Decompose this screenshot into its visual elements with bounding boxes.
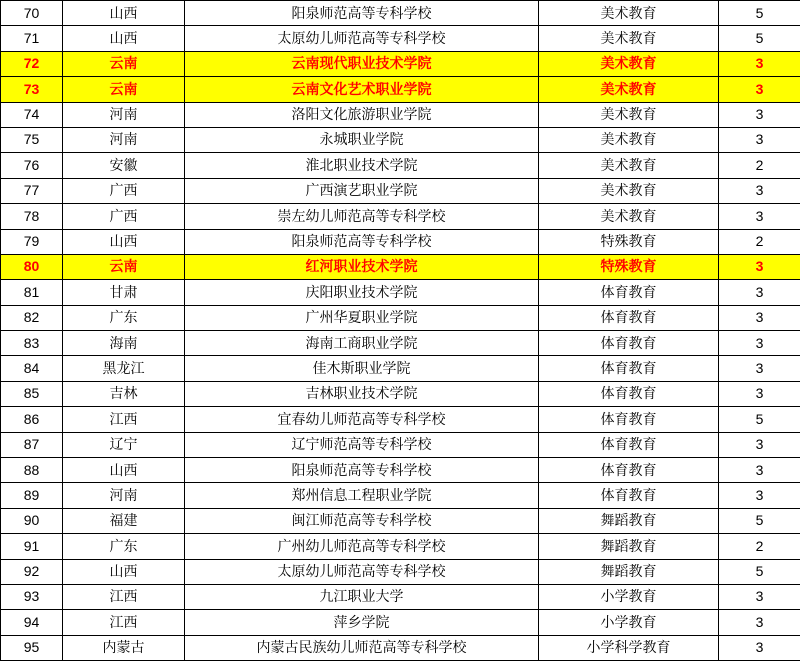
table-row[interactable]	[1, 204, 800, 229]
cell-count[interactable]: 3	[719, 77, 800, 102]
cell-major[interactable]: 美术教育	[539, 178, 719, 203]
cell-count[interactable]: 3	[719, 305, 800, 330]
cell-school[interactable]: 内蒙古民族幼儿师范高等专科学校	[185, 635, 539, 660]
cell-school[interactable]: 九江职业大学	[185, 584, 539, 609]
cell-count[interactable]: 3	[719, 381, 800, 406]
table-row[interactable]	[1, 229, 800, 254]
cell-province[interactable]: 广西	[63, 178, 185, 203]
cell-no[interactable]: 86	[1, 407, 63, 432]
cell-no[interactable]: 90	[1, 508, 63, 533]
cell-no[interactable]: 75	[1, 127, 63, 152]
cell-major[interactable]: 美术教育	[539, 51, 719, 76]
cell-school[interactable]: 佳木斯职业学院	[185, 356, 539, 381]
cell-no[interactable]: 73	[1, 77, 63, 102]
cell-count[interactable]: 3	[719, 458, 800, 483]
cell-no[interactable]: 82	[1, 305, 63, 330]
cell-no[interactable]: 87	[1, 432, 63, 457]
cell-major[interactable]: 美术教育	[539, 127, 719, 152]
cell-province[interactable]: 河南	[63, 483, 185, 508]
cell-no[interactable]: 92	[1, 559, 63, 584]
cell-school[interactable]: 红河职业技术学院	[185, 254, 539, 279]
cell-school[interactable]: 宜春幼儿师范高等专科学校	[185, 407, 539, 432]
cell-province[interactable]: 江西	[63, 610, 185, 635]
table-row[interactable]	[1, 407, 800, 432]
table-body	[1, 1, 800, 661]
cell-no[interactable]: 94	[1, 610, 63, 635]
cell-school[interactable]: 广西演艺职业学院	[185, 178, 539, 203]
cell-province[interactable]: 福建	[63, 508, 185, 533]
cell-major[interactable]: 特殊教育	[539, 254, 719, 279]
cell-no[interactable]: 93	[1, 584, 63, 609]
cell-major[interactable]: 体育教育	[539, 356, 719, 381]
cell-no[interactable]: 85	[1, 381, 63, 406]
cell-count[interactable]: 2	[719, 229, 800, 254]
cell-count[interactable]: 3	[719, 331, 800, 356]
cell-province[interactable]: 山西	[63, 559, 185, 584]
cell-province[interactable]: 内蒙古	[63, 635, 185, 660]
cell-province[interactable]: 辽宁	[63, 432, 185, 457]
cell-school[interactable]: 庆阳职业技术学院	[185, 280, 539, 305]
cell-school[interactable]: 淮北职业技术学院	[185, 153, 539, 178]
table-row[interactable]	[1, 77, 800, 102]
table-row[interactable]	[1, 584, 800, 609]
table-row[interactable]	[1, 51, 800, 76]
cell-major[interactable]: 体育教育	[539, 458, 719, 483]
cell-no[interactable]: 78	[1, 204, 63, 229]
table-row[interactable]	[1, 280, 800, 305]
cell-school[interactable]: 吉林职业技术学院	[185, 381, 539, 406]
cell-count[interactable]: 5	[719, 407, 800, 432]
cell-major[interactable]: 舞蹈教育	[539, 559, 719, 584]
cell-major[interactable]: 体育教育	[539, 407, 719, 432]
cell-school[interactable]: 云南现代职业技术学院	[185, 51, 539, 76]
cell-no[interactable]: 80	[1, 254, 63, 279]
cell-count[interactable]: 5	[719, 508, 800, 533]
cell-no[interactable]: 72	[1, 51, 63, 76]
cell-no[interactable]: 84	[1, 356, 63, 381]
cell-major[interactable]: 美术教育	[539, 102, 719, 127]
cell-count[interactable]: 5	[719, 26, 800, 51]
table-row[interactable]	[1, 432, 800, 457]
cell-no[interactable]: 83	[1, 331, 63, 356]
cell-major[interactable]: 小学教育	[539, 584, 719, 609]
cell-major[interactable]: 美术教育	[539, 1, 719, 26]
table-row[interactable]	[1, 331, 800, 356]
cell-no[interactable]: 91	[1, 534, 63, 559]
cell-school[interactable]: 郑州信息工程职业学院	[185, 483, 539, 508]
table-row[interactable]	[1, 483, 800, 508]
cell-school[interactable]: 太原幼儿师范高等专科学校	[185, 559, 539, 584]
table-row[interactable]	[1, 508, 800, 533]
cell-school[interactable]: 广州幼儿师范高等专科学校	[185, 534, 539, 559]
cell-major[interactable]: 体育教育	[539, 331, 719, 356]
cell-count[interactable]: 3	[719, 483, 800, 508]
cell-school[interactable]: 永城职业学院	[185, 127, 539, 152]
table-row[interactable]	[1, 254, 800, 279]
cell-no[interactable]: 70	[1, 1, 63, 26]
cell-no[interactable]: 88	[1, 458, 63, 483]
cell-count[interactable]: 3	[719, 356, 800, 381]
cell-count[interactable]: 3	[719, 127, 800, 152]
cell-count[interactable]: 3	[719, 178, 800, 203]
cell-major[interactable]: 体育教育	[539, 280, 719, 305]
cell-school[interactable]: 闽江师范高等专科学校	[185, 508, 539, 533]
cell-major[interactable]: 体育教育	[539, 483, 719, 508]
cell-province[interactable]: 山西	[63, 458, 185, 483]
cell-province[interactable]: 甘肃	[63, 280, 185, 305]
cell-province[interactable]: 广东	[63, 534, 185, 559]
cell-count[interactable]: 3	[719, 610, 800, 635]
cell-province[interactable]: 云南	[63, 254, 185, 279]
cell-major[interactable]: 美术教育	[539, 153, 719, 178]
cell-province[interactable]: 山西	[63, 1, 185, 26]
cell-major[interactable]: 小学教育	[539, 610, 719, 635]
cell-school[interactable]: 阳泉师范高等专科学校	[185, 229, 539, 254]
cell-province[interactable]: 云南	[63, 51, 185, 76]
cell-count[interactable]: 5	[719, 1, 800, 26]
cell-school[interactable]: 辽宁师范高等专科学校	[185, 432, 539, 457]
cell-province[interactable]: 云南	[63, 77, 185, 102]
cell-count[interactable]: 2	[719, 534, 800, 559]
cell-major[interactable]: 美术教育	[539, 77, 719, 102]
cell-province[interactable]: 河南	[63, 127, 185, 152]
cell-province[interactable]: 吉林	[63, 381, 185, 406]
table-row[interactable]	[1, 458, 800, 483]
cell-province[interactable]: 黑龙江	[63, 356, 185, 381]
cell-major[interactable]: 美术教育	[539, 204, 719, 229]
cell-school[interactable]: 太原幼儿师范高等专科学校	[185, 26, 539, 51]
cell-major[interactable]: 舞蹈教育	[539, 508, 719, 533]
cell-count[interactable]: 2	[719, 153, 800, 178]
cell-province[interactable]: 山西	[63, 229, 185, 254]
cell-province[interactable]: 江西	[63, 584, 185, 609]
cell-major[interactable]: 舞蹈教育	[539, 534, 719, 559]
cell-count[interactable]: 3	[719, 204, 800, 229]
table-row[interactable]	[1, 356, 800, 381]
cell-major[interactable]: 美术教育	[539, 26, 719, 51]
cell-major[interactable]: 体育教育	[539, 381, 719, 406]
cell-count[interactable]: 3	[719, 254, 800, 279]
table-row[interactable]	[1, 610, 800, 635]
cell-province[interactable]: 安徽	[63, 153, 185, 178]
cell-province[interactable]: 海南	[63, 331, 185, 356]
cell-no[interactable]: 95	[1, 635, 63, 660]
cell-major[interactable]: 体育教育	[539, 432, 719, 457]
cell-province[interactable]: 山西	[63, 26, 185, 51]
cell-school[interactable]: 阳泉师范高等专科学校	[185, 1, 539, 26]
cell-no[interactable]: 76	[1, 153, 63, 178]
cell-count[interactable]: 3	[719, 102, 800, 127]
cell-school[interactable]: 广州华夏职业学院	[185, 305, 539, 330]
cell-province[interactable]: 江西	[63, 407, 185, 432]
cell-school[interactable]: 洛阳文化旅游职业学院	[185, 102, 539, 127]
cell-count[interactable]: 3	[719, 584, 800, 609]
cell-school[interactable]: 阳泉师范高等专科学校	[185, 458, 539, 483]
table-row[interactable]	[1, 305, 800, 330]
cell-school[interactable]: 海南工商职业学院	[185, 331, 539, 356]
cell-major[interactable]: 小学科学教育	[539, 635, 719, 660]
cell-school[interactable]: 云南文化艺术职业学院	[185, 77, 539, 102]
table-row[interactable]	[1, 635, 800, 660]
cell-province[interactable]: 广西	[63, 204, 185, 229]
cell-province[interactable]: 广东	[63, 305, 185, 330]
cell-count[interactable]: 5	[719, 559, 800, 584]
cell-province[interactable]: 河南	[63, 102, 185, 127]
cell-count[interactable]: 3	[719, 51, 800, 76]
cell-major[interactable]: 特殊教育	[539, 229, 719, 254]
cell-no[interactable]: 89	[1, 483, 63, 508]
cell-no[interactable]: 77	[1, 178, 63, 203]
cell-count[interactable]: 3	[719, 432, 800, 457]
cell-count[interactable]: 3	[719, 280, 800, 305]
cell-no[interactable]: 71	[1, 26, 63, 51]
cell-count[interactable]: 3	[719, 635, 800, 660]
table-row[interactable]	[1, 102, 800, 127]
cell-major[interactable]: 体育教育	[539, 305, 719, 330]
table-row[interactable]	[1, 26, 800, 51]
table-row[interactable]	[1, 127, 800, 152]
table-row[interactable]	[1, 381, 800, 406]
table-row[interactable]	[1, 178, 800, 203]
table-row[interactable]	[1, 559, 800, 584]
cell-school[interactable]: 萍乡学院	[185, 610, 539, 635]
table-row[interactable]	[1, 1, 800, 26]
cell-no[interactable]: 74	[1, 102, 63, 127]
table-row[interactable]	[1, 153, 800, 178]
cell-school[interactable]: 崇左幼儿师范高等专科学校	[185, 204, 539, 229]
cell-no[interactable]: 79	[1, 229, 63, 254]
cell-no[interactable]: 81	[1, 280, 63, 305]
table-row[interactable]	[1, 534, 800, 559]
